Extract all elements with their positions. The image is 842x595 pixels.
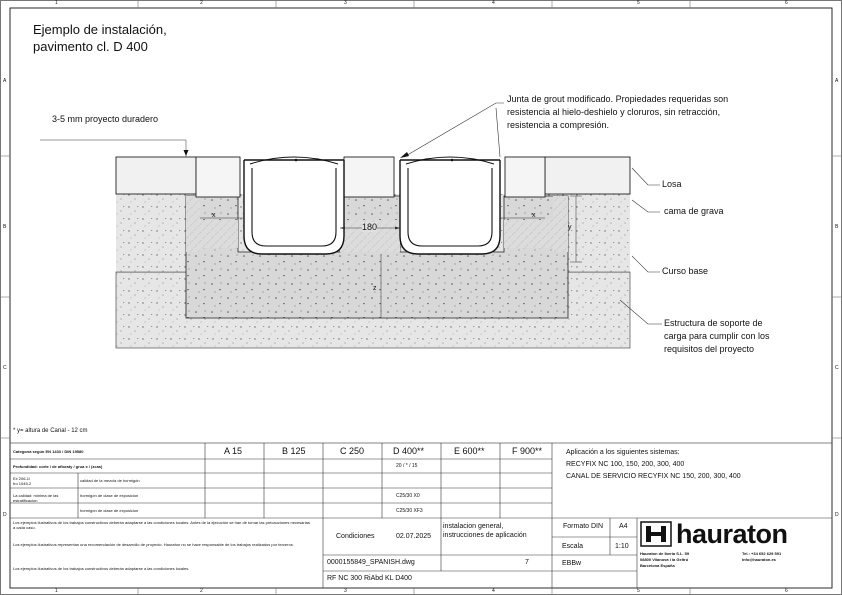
- footnote: * y= altura de Canal - 12 cm: [13, 428, 88, 434]
- note-2: Los ejemplos ilustrativos representan una recomendación de desarrollo de proyecto. Hauraton no se hace responsable de los trabajos realizados por terceros.: [13, 542, 294, 547]
- grid-row-d: D: [3, 512, 7, 518]
- grava-label: cama de grava: [664, 206, 724, 216]
- apps-line1: RECYFIX NC 100, 150, 200, 300, 400: [566, 461, 685, 468]
- class-a15: A 15: [224, 446, 243, 456]
- dimension-180: 180: [362, 222, 378, 232]
- grout-label-line2: resistencia al hielo-deshielo y cloruros, sin retracción,: [507, 107, 721, 117]
- table-row3-d: estratificacion: [13, 498, 38, 503]
- joint-label: 3-5 mm proyecto duradero: [52, 114, 159, 124]
- note-1: Los ejemplos ilustrativos de los trabajos constructivos deberán adaptarse a las condiciones locales. Antes de la ejecución se han de tomar las precauciones necesarias a cada caso.: [13, 520, 310, 530]
- file-name: 0000155849_SPANISH.dwg: [327, 559, 415, 566]
- note-3: Los ejemplos ilustrativos de los trabajos constructivos deberán adaptarse a las condiciones locales.: [13, 566, 190, 571]
- table-d400-xf3: C25/30 XF3: [396, 508, 423, 514]
- hauraton-logo-icon: [640, 521, 672, 547]
- table-row3-a: Ex 206-1/: [13, 476, 31, 481]
- description-line2: instrucciones de aplicación: [443, 532, 527, 539]
- drawing-title-line1: Ejemplo de instalación,: [33, 22, 167, 37]
- grid-col-2-bottom: 2: [200, 588, 203, 594]
- format-label: Formato DIN: [563, 523, 604, 530]
- grid-col-5-bottom: 5: [637, 588, 640, 594]
- table-row3-c: La calidad: mínima de las: [13, 493, 59, 498]
- class-c250: C 250: [340, 446, 365, 456]
- estructura-label-line3: requisitos del proyecto: [664, 344, 755, 354]
- table-row2-d400: 20 / * / 15: [396, 463, 418, 469]
- class-f900: F 900**: [512, 446, 543, 456]
- table-row2-label: Profundidad: corte / de afloraty / grua x / (zcas): [13, 464, 103, 469]
- table-sub1: calidad de la mezcla de hormigón: [80, 478, 140, 483]
- dimension-x-left: x: [212, 212, 216, 219]
- grid-row-d-right: D: [835, 512, 839, 518]
- drawing-title-line2: pavimento cl. D 400: [33, 39, 148, 54]
- table-row3-b: fro 1045-2: [13, 481, 32, 486]
- class-e600: E 600**: [454, 446, 485, 456]
- format-value: A4: [619, 523, 628, 530]
- apps-line2: CANAL DE SERVICIO RECYFIX NC 150, 200, 300, 400: [566, 473, 741, 480]
- grid-col-1: 1: [55, 0, 58, 6]
- table-sub2: hormigón de clase de exposicion: [80, 493, 139, 498]
- company-mail: Info@hauraton.es: [742, 557, 776, 562]
- grid-col-1-bottom: 1: [55, 588, 58, 594]
- apps-title: Aplicación a los siguientes sistemas:: [566, 449, 680, 456]
- scale-label: Escala: [562, 543, 584, 550]
- company-tel: Tel.: +34 652 629 591: [742, 551, 782, 556]
- class-b125: B 125: [282, 446, 306, 456]
- dimension-x-right: x: [532, 212, 536, 219]
- grid-row-b: B: [3, 224, 7, 230]
- dimension-z: z: [373, 285, 377, 292]
- grout-label-line1: Junta de grout modificado. Propiedades requeridas son: [507, 94, 729, 104]
- grid-col-5: 5: [637, 0, 640, 6]
- reference: RF NC 300 RiAbd KL D400: [327, 575, 412, 582]
- grid-col-6-bottom: 6: [785, 588, 788, 594]
- conditions-label: Condiciones: [336, 533, 375, 540]
- description-line1: instalacion general,: [443, 523, 504, 530]
- grid-row-a-right: A: [835, 78, 839, 84]
- estructura-label-line2: carga para cumplir con los: [664, 331, 770, 341]
- grid-col-3: 3: [344, 0, 347, 6]
- grid-col-3-bottom: 3: [344, 588, 347, 594]
- company-address-1: Hauraton de Iberia S.L. 59: [640, 551, 690, 556]
- grid-row-a: A: [3, 78, 7, 84]
- table-sub3: hormigón de clase de exposicion: [80, 508, 139, 513]
- company-logo-text: hauraton: [676, 519, 788, 549]
- grid-row-c-right: C: [835, 365, 839, 371]
- grid-col-4-bottom: 4: [492, 588, 495, 594]
- estructura-label-line1: Estructura de soporte de: [664, 318, 763, 328]
- dimension-y: y: [568, 224, 572, 231]
- table-row1-label: Categoría según EN 1433 / DIN 19580: [13, 449, 84, 454]
- grid-col-2: 2: [200, 0, 203, 6]
- table-d400-x0: C25/30 X0: [396, 493, 420, 499]
- losa-label: Losa: [662, 179, 682, 189]
- company-address-2: 08800 Vilanova i la Geltrú: [640, 557, 689, 562]
- ebbw-code: EBBw: [562, 560, 582, 567]
- grid-row-c: C: [3, 365, 7, 371]
- drawing-date: 02.07.2025: [396, 533, 432, 540]
- grid-row-b-right: B: [835, 224, 839, 230]
- company-address-3: Barcelona España: [640, 563, 675, 568]
- scale-value: 1:10: [615, 543, 629, 550]
- grid-col-6: 6: [785, 0, 788, 6]
- grid-col-4: 4: [492, 0, 495, 6]
- grout-label-line3: resistencia a compresión.: [507, 120, 610, 130]
- class-d400: D 400**: [393, 446, 425, 456]
- base-label: Curso base: [662, 266, 709, 276]
- sheet-number: 7: [525, 559, 529, 566]
